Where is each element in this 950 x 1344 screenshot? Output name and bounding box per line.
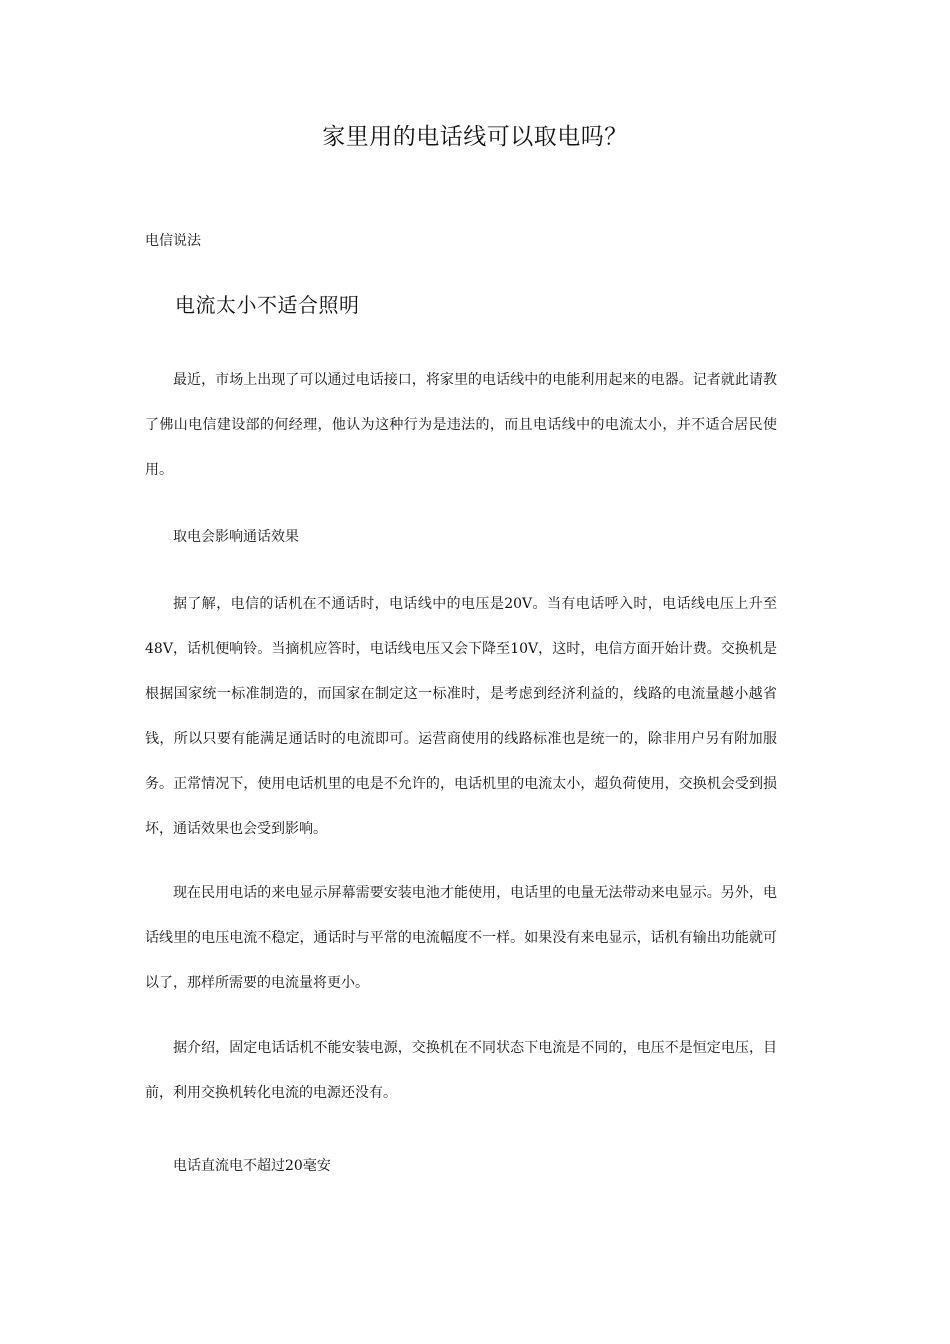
paragraph-4: 据介绍，固定电话话机不能安装电源，交换机在不同状态下电流是不同的，电压不是恒定电压，目前，利用交换机转化电流的电源还没有。 (145, 1040, 777, 1101)
paragraph-2: 据了解，电信的话机在不通话时，电话线中的电压是20V。当有电话呼入时，电话线电压上升至48V，话机便响铃。当摘机应答时，电话线电压又会下降至10V，这时，电信方面开始计费。交换机是根据国家统一标准制造的，而国家在制定这一标准时，是考虑到经济利益的，线路的电流量越小越省钱，所以只要有能满足通话时的电流即可。运营商使用的线路标准也是统一的，除非用户另有附加服务。正常情况下，使用电话机里的电是不允许的，电话机里的电流太小，超负荷使用，交换机会受到损坏，通话效果也会受到影响。 (145, 596, 777, 837)
heading-dc-current-limit: 电话直流电不超过20毫安 (173, 1158, 331, 1174)
heading-affects-call-quality: 取电会影响通话效果 (173, 529, 299, 545)
paragraph-3: 现在民用电话的来电显示屏幕需要安装电池才能使用，电话里的电量无法带动来电显示。另外，电话线里的电压电流不稳定，通话时与平常的电流幅度不一样。如果没有来电显示，话机有输出功能就可以了，那样所需要的电流量将更小。 (145, 885, 777, 991)
paragraph-1: 最近，市场上出现了可以通过电话接口，将家里的电话线中的电能利用起来的电器。记者就此请教了佛山电信建设部的何经理，他认为这种行为是违法的，而且电话线中的电流太小，并不适合居民使用。 (145, 372, 777, 478)
document-title: 家里用的电话线可以取电吗？ (322, 124, 628, 150)
subheading-current-too-small: 电流太小不适合照明 (175, 293, 360, 317)
section-label: 电信说法 (145, 233, 201, 249)
